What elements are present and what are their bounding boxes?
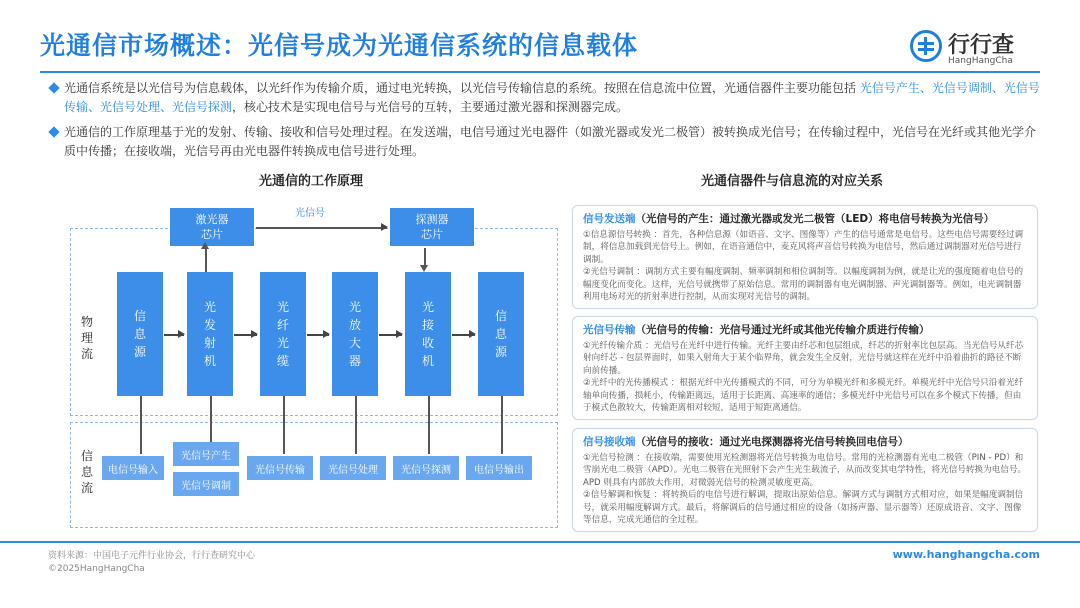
detector-chip: 探测器 芯片 <box>390 208 474 246</box>
bullet-2-text: 光通信的工作原理基于光的发射、传输、接收和信号处理过程。在发送端，电信号通过光电器件（如激光器或发光二极管）被转换成光信号；在传输过程中，光信号在光纤或其他光学介质中传播；在接收端，光信号再由光电器件转换成电信号进行处理。 <box>64 125 1037 158</box>
physical-flow-label: 物理流 <box>80 315 93 361</box>
panel-paragraph: ②光信号调制 ：调制方式主要有幅度调制、频率调制和相位调制等。以幅度调制为例，就是让光的强度随着电信号的幅度变化而变化。这样，光信号就携带了原始信息。常用的调制器有电光调制器、声光调制器等。例如，电光调制器利用电场对光的折射率进行控制，从而实现对光信号的调制。 <box>583 267 1024 303</box>
column-info-source: 信息源 <box>117 272 163 396</box>
light-signal-label: 光信号 <box>295 208 325 219</box>
panel-receiver <box>572 428 1038 532</box>
info-box-electrical-input: 电信号输入 <box>102 456 164 480</box>
column-connector <box>355 396 357 454</box>
info-box-light-generation: 光信号产生 <box>173 442 239 466</box>
panel-heading-highlight: 信号发送端 <box>583 213 636 225</box>
flow-arrow <box>452 334 475 336</box>
panel-paragraph: ①光信号检测 ：在接收端，需要使用光检测器将光信号转换为电信号。常用的光检测器有光电二极管（PIN - PD）和雪崩光电二极管（APD）。光电二极管在光照射下会产生光生载流子，从而改变其电学特性，将光信号转换为电信号。APD 则具有内部放大作用，对微弱光信号的检测灵敏度更高。 <box>583 453 1027 488</box>
column-fiber-cable: 光纤光缆 <box>260 272 306 396</box>
panel-paragraph: ①光纤传输介质 ：光信号在光纤中进行传输。光纤主要由纤芯和包层组成，纤芯的折射率比包层高。当光信号从纤芯射向纤芯 - 包层界面时，如果入射角大于某个临界角，就会发生全反射，光信号就这样在光纤中沿着曲折的路径不断向前传播。 <box>583 341 1024 376</box>
page-title: 光通信市场概述：光信号成为光通信系统的信息载体 <box>40 31 639 60</box>
bullet-2 <box>50 123 1040 161</box>
working-principle-diagram <box>70 190 560 530</box>
column-info-sink: 信息源 <box>478 272 524 396</box>
column-transmitter: 光发射机 <box>187 272 233 396</box>
column-receiver: 光接收机 <box>405 272 451 396</box>
flow-arrow <box>164 334 184 336</box>
panel-heading-highlight: 信号接收端 <box>583 436 636 448</box>
info-box-light-transmission: 光信号传输 <box>247 456 313 480</box>
info-box-electrical-output: 电信号输出 <box>466 456 532 480</box>
panel-heading-text: （光信号的产生：通过激光器或发光二极管（LED）将电信号转换为光信号） <box>635 213 995 225</box>
laser-chip: 激光器 芯片 <box>170 208 254 246</box>
info-box-light-processing: 光信号处理 <box>320 456 386 480</box>
bullet-1-post: ，核心技术是实现电信号与光信号的互转，主要通过激光器和探测器完成。 <box>232 100 629 114</box>
footer-copyright: ©2025HangHangCha <box>48 564 145 574</box>
panel-heading <box>583 212 1027 227</box>
light-signal-arrow <box>256 227 387 229</box>
panels-title: 光通信器件与信息流的对应关系 <box>701 174 884 189</box>
panel-paragraph: ②光纤中的光传播模式 ：根据光纤中光传播模式的不同，可分为单模光纤和多模光纤。单模光纤中光信号只沿着光纤轴单向传播，损耗小，传输距离远，适用于长距离、高速率的通信；多模光纤中光信号可以在多个模式下传播，但由于模式色散较大，传输距离相对较短，适用于短距离通信。 <box>583 378 1024 414</box>
footer-divider <box>0 541 1080 543</box>
title-divider <box>40 71 1040 73</box>
panel-heading-text: （光信号的接收：通过光电探测器将光信号转换回电信号） <box>635 436 909 448</box>
panel-heading-text: （光信号的传输：光信号通过光纤或其他光传输介质进行传输） <box>635 324 930 336</box>
column-connector <box>428 396 430 454</box>
panel-heading-highlight: 光信号传输 <box>583 324 636 336</box>
panel-heading <box>583 435 1027 450</box>
column-connector <box>501 396 503 454</box>
column-connector <box>140 396 142 454</box>
intro-bullets <box>50 79 1040 167</box>
info-box-light-modulation: 光信号调制 <box>173 472 239 496</box>
flow-arrow <box>234 334 257 336</box>
panel-paragraph: ②信号解调和恢复 ：将转换后的电信号进行解调，提取出原始信息。解调方式与调制方式相对应，如果是幅度调制信号，就采用幅度解调方式。最后，将解调后的信号通过相应的设备（如扬声器、显示器等）还原成语音、文字、图像等信息，完成光通信的全过程。 <box>583 490 1024 526</box>
footer-url-link[interactable]: www.hanghangcha.com <box>892 548 1040 561</box>
panel-transmitter <box>572 205 1038 309</box>
diamond-bullet-icon <box>48 126 59 137</box>
chip-connector <box>205 248 207 272</box>
footer-source: 资料来源：中国电子元件行业协会，行行查研究中心 <box>48 551 256 561</box>
logo-mark-icon <box>910 30 942 62</box>
panel-heading <box>583 323 1027 338</box>
diagram-title: 光通信的工作原理 <box>259 174 364 189</box>
bullet-1-pre: 光通信系统是以光信号为信息载体，以光纤作为传输介质，通过电光转换，以光信号传输信息的系统。按照在信息流中位置，光通信器件主要功能包括 <box>64 81 860 95</box>
panel-transmission <box>572 316 1038 420</box>
flow-arrow <box>379 334 402 336</box>
brand-logo[interactable] <box>910 28 1040 72</box>
chip-connector <box>424 248 426 266</box>
flow-arrow <box>307 334 329 336</box>
column-connector <box>283 396 285 454</box>
bullet-1-highlight: 光信号产生、光信号调制、光信号传输、光信号处理、光信号探测 <box>64 81 1040 114</box>
bullet-1 <box>50 79 1040 117</box>
column-amplifier: 光放大器 <box>332 272 378 396</box>
info-flow-label: 信息流 <box>80 449 93 495</box>
info-box-light-detection: 光信号探测 <box>393 456 459 480</box>
logo-name: 行行查 <box>948 33 1015 58</box>
panel-paragraph: ①信息源信号转换 ：首先，各种信息源（如语音、文字、图像等）产生的信号通常是电信号。这些电信号需要经过调制，将信息加载到光信号上。例如，在语音通信中，麦克风将声音信号转换为电信号，然后通过调制器对光信号进行调制。 <box>583 230 1024 265</box>
column-connector <box>210 396 212 442</box>
diamond-bullet-icon <box>48 82 59 93</box>
logo-subtitle: HangHangCha <box>948 56 1013 66</box>
